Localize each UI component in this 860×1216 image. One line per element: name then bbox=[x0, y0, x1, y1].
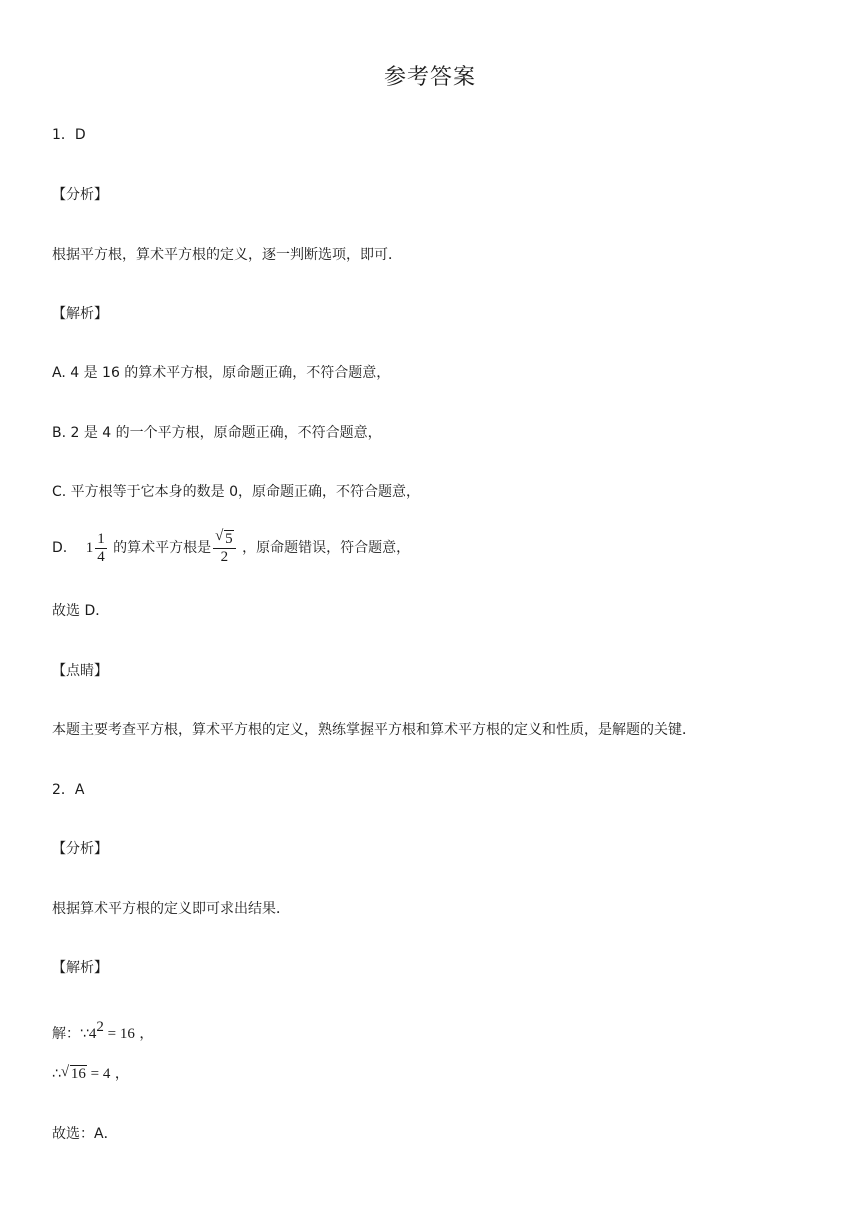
q2-step-1 bbox=[52, 1017, 153, 1044]
q1-analysis-heading: 【分析】 bbox=[52, 187, 108, 203]
q1-analysis-text: 根据平方根，算术平方根的定义，逐一判断选项，即可． bbox=[52, 247, 402, 263]
q2-solution-heading: 【解析】 bbox=[52, 960, 108, 976]
sqrt-radicand: 5 bbox=[225, 531, 233, 547]
q2-choice: 故选：A． bbox=[52, 1126, 118, 1142]
q2-answer: 2．A bbox=[52, 782, 85, 798]
mixed-number-whole: 1 bbox=[85, 540, 94, 556]
step1-base: 4 bbox=[88, 1026, 97, 1042]
step2-equation-rest: = 4 bbox=[86, 1066, 111, 1082]
q1-option-a: A. 4 是 16 的算术平方根，原命题正确，不符合题意， bbox=[52, 365, 391, 381]
fraction-denominator: 4 bbox=[97, 548, 105, 565]
page-title: 参考答案 bbox=[383, 65, 476, 90]
q2-analysis-heading: 【分析】 bbox=[52, 841, 108, 857]
sqrt-numerator bbox=[213, 530, 236, 549]
step1-suffix: ， bbox=[139, 1026, 154, 1042]
q1-comment-heading: 【点睛】 bbox=[52, 663, 108, 679]
option-d-middle-text: 的算术平方根是 bbox=[113, 540, 212, 556]
q1-answer: 1．D bbox=[52, 127, 86, 143]
option-d-prefix: D. bbox=[52, 540, 68, 556]
q1-choice: 故选 D． bbox=[52, 603, 110, 619]
q1-comment-text: 本题主要考查平方根，算术平方根的定义，熟练掌握平方根和算术平方根的定义和性质，是解题的关键． bbox=[52, 722, 696, 738]
step1-exponent: 2 bbox=[96, 1019, 104, 1035]
step2-sqrt-expression bbox=[61, 1064, 87, 1084]
sqrt-expression bbox=[215, 530, 234, 548]
step1-prefix: 解：∵ bbox=[52, 1026, 89, 1042]
mixed-number-fraction bbox=[95, 531, 107, 566]
sqrt-sign-icon: √ bbox=[215, 528, 224, 544]
q1-option-d bbox=[52, 530, 410, 566]
q2-step-2 bbox=[52, 1064, 129, 1084]
q1-option-b: B. 2 是 4 的一个平方根，原命题正确，不符合题意， bbox=[52, 425, 382, 441]
sqrt-fraction-denominator: 2 bbox=[220, 549, 229, 565]
sqrt-sign-icon: √ bbox=[60, 1064, 70, 1080]
q2-analysis-text: 根据算术平方根的定义即可求出结果． bbox=[52, 901, 290, 917]
therefore-symbol: ∴ bbox=[52, 1066, 61, 1082]
step2-suffix: ， bbox=[114, 1066, 129, 1082]
sqrt-fraction bbox=[213, 530, 236, 566]
step1-equation-rest: = 16 bbox=[103, 1026, 135, 1042]
option-d-suffix: ，原命题错误，符合题意， bbox=[242, 540, 411, 556]
q1-solution-heading: 【解析】 bbox=[52, 306, 108, 322]
step2-radicand: 16 bbox=[70, 1066, 86, 1082]
fraction-numerator: 1 bbox=[97, 530, 105, 547]
q1-option-c: C. 平方根等于它本身的数是 0，原命题正确，不符合题意， bbox=[52, 484, 421, 500]
